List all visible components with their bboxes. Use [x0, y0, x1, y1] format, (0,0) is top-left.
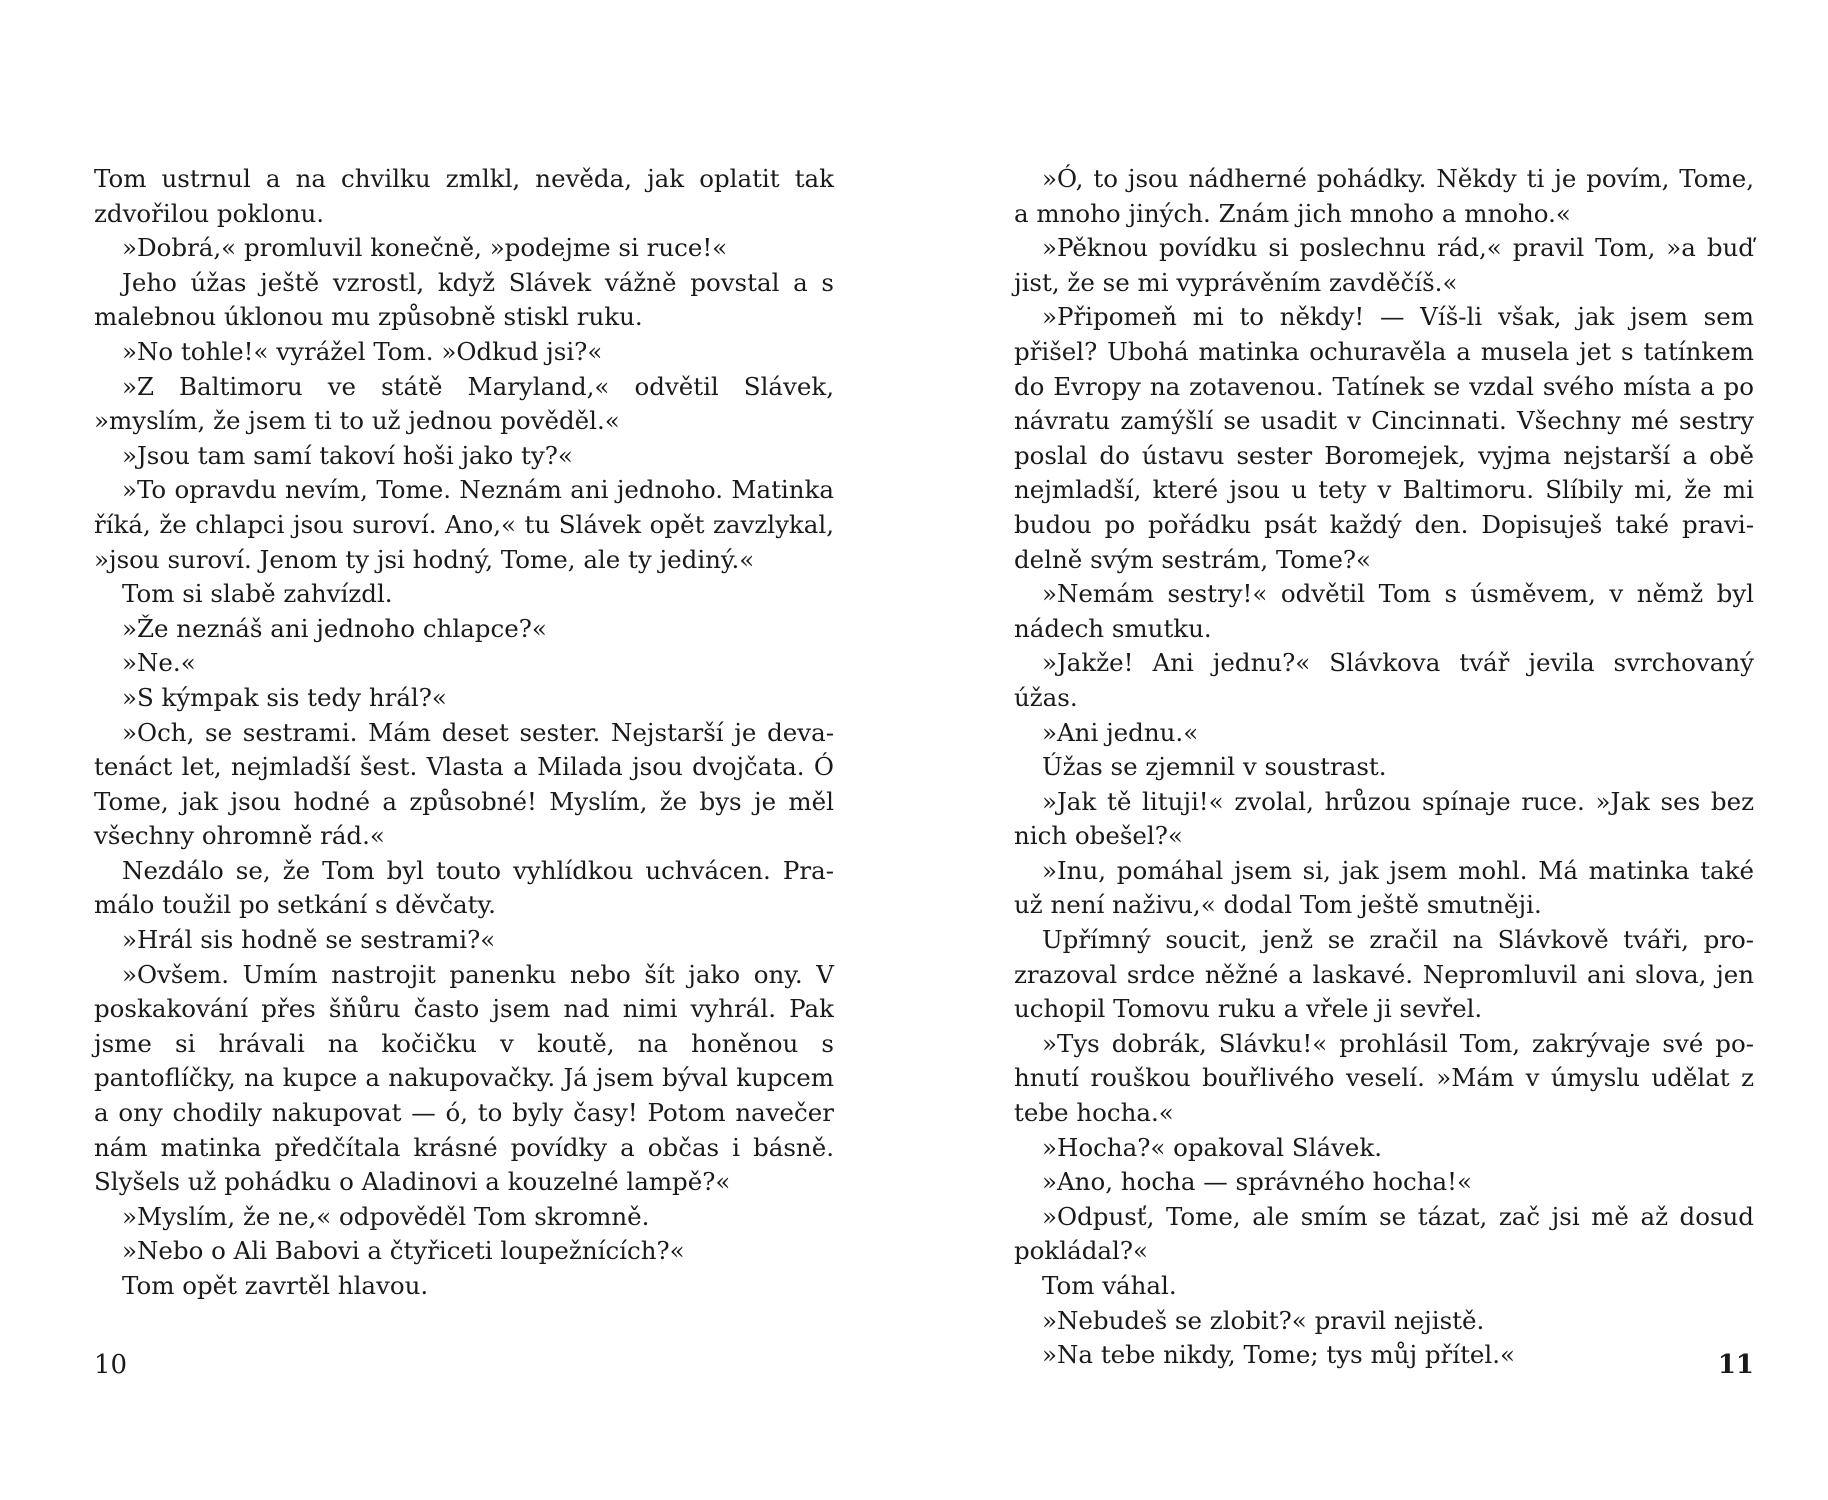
paragraph: »Ano, hocha — správného hocha!«: [1042, 1167, 1472, 1197]
paragraph: »Nebo o Ali Babovi a čtyřiceti loupežnících?«: [122, 1236, 685, 1266]
paragraph: »Z Baltimoru ve státě Maryland,« odvětil Slávek, »myslím, že jsem ti to už jednou pověděl.«: [94, 371, 834, 436]
paragraph: »Och, se sestrami. Mám deset sester. Nejstarší je devatenáct let, nejmladší šest. Vlasta a Milada jsou dvojčata. Ó Tome, jak jsou hodné a způsobné! Myslím, že bys je měl všechny ohromně rád.«: [94, 717, 834, 851]
paragraph: »Pěknou povídku si poslechnu rád,« pravil Tom, »a buď jist, že se mi vyprávěním zavděčíš.«: [1014, 233, 1754, 297]
paragraph: Úžas se zjemnil v soustrast.: [1042, 752, 1387, 782]
paragraph: »Jsou tam samí takoví hoši jako ty?«: [122, 440, 573, 470]
paragraph: »Dobrá,« promluvil konečně, »podejme si ruce!«: [122, 233, 728, 263]
paragraph: »Nemám sestry!« odvětil Tom s úsměvem, v němž byl nádech smutku.: [1014, 579, 1754, 643]
paragraph: Tom si slabě zahvízdl.: [122, 579, 393, 609]
paragraph: Upřímný soucit, jenž se zračil na Slávkově tváři, prozrazoval srdce něžné a laskavé. Nepromluvil ani slova, jen uchopil Tomovu ruku a vřele ji sevřel.: [1014, 925, 1754, 1024]
paragraph: »No tohle!« vyrážel Tom. »Odkud jsi?«: [122, 336, 603, 366]
paragraph: Tom opět zavrtěl hlavou.: [122, 1271, 429, 1300]
paragraph: »Hrál sis hodně se sestrami?«: [122, 925, 496, 955]
paragraph: »Že neznáš ani jednoho chlapce?«: [122, 613, 547, 643]
paragraph: »Ne.«: [122, 648, 196, 678]
paragraph: »S kýmpak sis tedy hrál?«: [122, 682, 447, 712]
paragraph: »Na tebe nikdy, Tome; tys můj přítel.«: [1042, 1340, 1516, 1370]
paragraph: »Nebudeš se zlobit?« pravil nejistě.: [1042, 1305, 1485, 1335]
paragraph: »To opravdu nevím, Tome. Neznám ani jednoho. Matinka říká, že chlapci jsou suroví. Ano,« tu Slávek opět zavzlykal, »jsou suroví. Jenom ty jsi hodný, Tome, ale ty jediný.«: [94, 475, 834, 574]
left-page: [94, 162, 834, 1304]
page-number-right: 11: [1717, 1350, 1754, 1380]
paragraph: »Ani jednu.«: [1042, 717, 1199, 747]
paragraph: »Myslím, že ne,« odpověděl Tom skromně.: [122, 1201, 650, 1231]
paragraph: Tom váhal.: [1042, 1271, 1177, 1300]
paragraph: Tom ustrnul a na chvilku zmlkl, nevěda, jak oplatit tak zdvořilou poklonu.: [94, 164, 834, 228]
paragraph: »Tys dobrák, Slávku!« prohlásil Tom, zakrývaje své pohnutí rouškou bouřlivého veselí. »Mám v úmyslu udělat z tebe hocha.«: [1014, 1028, 1754, 1128]
paragraph: »Inu, pomáhal jsem si, jak jsem mohl. Má matinka také už není naživu,« dodal Tom ještě smutněji.: [1014, 855, 1754, 920]
paragraph: »Ovšem. Umím nastrojit panenku nebo šít jako ony. V poskakování přes šňůru často jsem nad nimi vyhrál. Pak jsme si hrávali na kočičku v koutě, na honěnou s pantoflíčky, na kupce a nakupovačky. Já jsem býval kupcem a ony chodily nakupovat — ó, to byly časy! Potom navečer nám matinka předčítala krásné povídky a občas i básně. Slyšels už pohádku o Aladinovi a kouzelné lampě?«: [94, 959, 834, 1197]
paragraph: Jeho úžas ještě vzrostl, když Slávek vážně povstal a s malebnou úklonou mu způsobně stiskl ruku.: [94, 267, 834, 332]
paragraph: »Hocha?« opakoval Slávek.: [1042, 1132, 1383, 1162]
paragraph: »Ó, to jsou nádherné pohádky. Někdy ti je povím, Tome, a mnoho jiných. Znám jich mnoho a mnoho.«: [1014, 164, 1754, 228]
paragraph: »Jak tě lituji!« zvolal, hrůzou spínaje ruce. »Jak ses bez nich obešel?«: [1014, 786, 1754, 851]
page-number-left: 10: [94, 1350, 128, 1380]
paragraph: »Odpusť, Tome, ale smím se tázat, zač jsi mě až dosud pokládal?«: [1014, 1201, 1754, 1266]
paragraph: Nezdálo se, že Tom byl touto vyhlídkou uchvácen. Pramálo toužil po setkání s děvčaty.: [94, 855, 834, 920]
paragraph: »Jakže! Ani jednu?« Slávkova tvář jevila svrchovaný úžas.: [1014, 648, 1754, 712]
right-page: [1014, 162, 1754, 1373]
paragraph: »Připomeň mi to někdy! — Víš-li však, jak jsem sem přišel? Ubohá matinka ochuravěla a musela jet s tatínkem do Evropy na zotavenou. Tatínek se vzdal svého místa a po návratu zamýšlí se usadit v Cincinnati. Všechny mé sestry poslal do ústavu sester Boromejek, vyjma nejstarší a obě nejmladší, které jsou u tety v Baltimoru. Slíbily mi, že mi budou po pořádku psát každý den. Dopisuješ také pravidelně svým sestrám, Tome?«: [1014, 302, 1754, 574]
